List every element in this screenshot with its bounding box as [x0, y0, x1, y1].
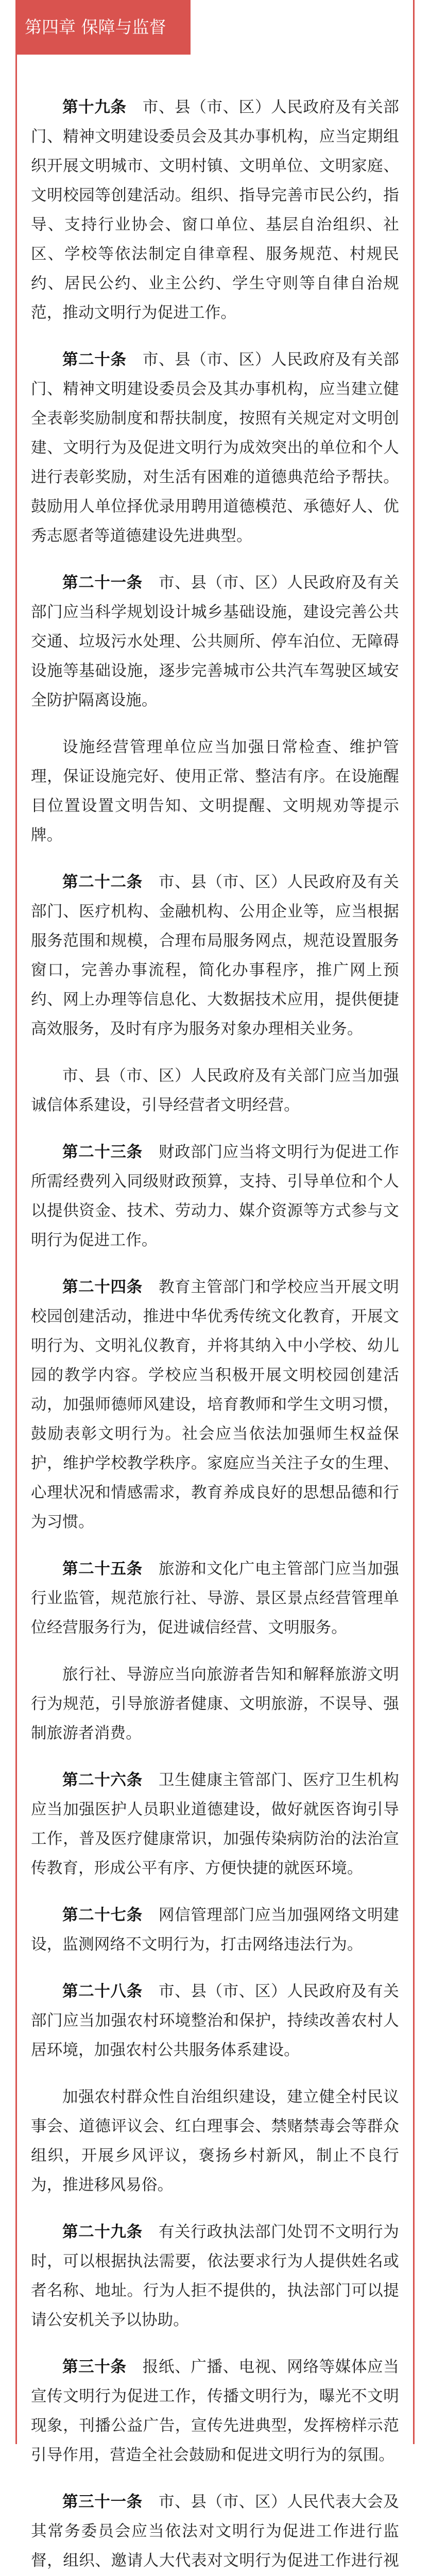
article-text: 报纸、广播、电视、网络等媒体应当宣传文明行为促进工作，传播文明行为，曝光不文明现象，刊播公益广告，宣传先进典型，发挥榜样示范引导作用，营造全社会鼓励和促进文明行为的氛围。: [31, 2358, 399, 2464]
article-number: 第二十三条: [62, 1143, 143, 1161]
article-paragraph: [31, 868, 399, 1044]
article-paragraph: [31, 733, 399, 850]
chapter-title: 第四章 保障与监督: [15, 0, 191, 55]
article-paragraph: [31, 1977, 399, 2065]
article-number: 第二十条: [62, 351, 127, 369]
article-text: 财政部门应当将文明行为促进工作所需经费列入同级财政预算，支持、引导单位和个人以提供资金、技术、劳动力、媒介资源等方式参与文明行为促进工作。: [31, 1143, 400, 1249]
article-paragraph: [31, 93, 399, 328]
article-number: 第二十九条: [62, 2223, 143, 2241]
article-paragraph: [31, 1766, 399, 1883]
article-text: 设施经营管理单位应当加强日常检查、维护管理，保证设施完好、使用正常、整洁有序。在设施醒目位置设置文明告知、文明提醒、文明规劝等提示牌。: [31, 738, 399, 844]
article-text: 市、县（市、区）人民政府及有关部门、医疗机构、金融机构、公用企业等，应当根据服务范围和规模，合理布局服务网点，规范设置服务窗口，完善办事流程，简化办事程序，推广网上预约、网上办理等信息化、大数据技术应用，提供便捷高效服务，及时有序为服务对象办理相关业务。: [31, 873, 400, 1038]
article-number: 第二十八条: [62, 1982, 143, 2001]
article-paragraph: [31, 1061, 399, 1120]
article-text: 教育主管部门和学校应当开展文明校园创建活动，推进中华优秀传统文化教育，开展文明行为、文明礼仪教育，并将其纳入中小学校、幼儿园的教学内容。学校应当积极开展文明校园创建活动，加强师德师风建设，培育教师和学生文明习惯，鼓励表彰文明行为。社会应当依法加强师生权益保护，维护学校教学秩序。家庭应当关注子女的生理、心理状况和情感需求，教育养成良好的思想品德和行为习惯。: [31, 1278, 400, 1531]
article-paragraph: [31, 2217, 399, 2335]
article-text: 旅行社、导游应当向旅游者告知和解释旅游文明行为规范，引导旅游者健康、文明旅游，不误导、强制旅游者消费。: [31, 1666, 399, 1742]
article-paragraph: [31, 2352, 399, 2470]
document-body: [31, 93, 400, 2570]
article-text: 加强农村群众性自治组织建设，建立健全村民议事会、道德评议会、红白理事会、禁赌禁毒会等群众组织，开展乡风评议，褒扬乡村新风，制止不良行为，推进移风易俗。: [31, 2088, 399, 2194]
article-text: 市、县（市、区）人民政府及有关部门、精神文明建设委员会及其办事机构，应当建立健全表彰奖励制度和帮扶制度，按照有关规定对文明创建、文明行为及促进文明行为成效突出的单位和个人进行表彰奖励，对生活有困难的道德典范给予帮扶。鼓励用人单位择优录用聘用道德模范、承德好人、优秀志愿者等道德建设先进典型。: [31, 351, 399, 545]
article-text: 市、县（市、区）人民政府及有关部门、精神文明建设委员会及其办事机构，应当定期组织开展文明城市、文明村镇、文明单位、文明家庭、文明校园等创建活动。组织、指导完善市民公约，指导、支持行业协会、窗口单位、基层自治组织、社区、学校等依法制定自律章程、服务规范、村规民约、居民公约、业主公约、学生守则等自律自治规范，推动文明行为促进工作。: [31, 98, 399, 322]
article-text: 市、县（市、区）人民代表大会及其常务委员会应当依法对文明行为促进工作进行监督，组织、邀请人大代表对文明行为促进工作进行视: [31, 2493, 400, 2570]
article-number: 第二十四条: [62, 1278, 143, 1296]
article-text: 市、县（市、区）人民政府及有关部门应当科学规划设计城乡基础设施，建设完善公共交通、垃圾污水处理、公共厕所、停车泊位、无障碍设施等基础设施，逐步完善城市公共汽车驾驶区域安全防护隔离设施。: [31, 574, 400, 709]
article-number: 第二十六条: [62, 1771, 143, 1789]
article-paragraph: [31, 1660, 399, 1748]
article-text: 网信管理部门应当加强网络文明建设，监测网络不文明行为，打击网络违法行为。: [31, 1906, 400, 1954]
article-number: 第二十二条: [62, 873, 143, 891]
article-paragraph: [31, 568, 399, 715]
article-paragraph: [31, 2082, 399, 2200]
article-text: 市、县（市、区）人民政府及有关部门应当加强农村环境整治和保护，持续改善农村人居环境，加强农村公共服务体系建设。: [31, 1982, 400, 2059]
article-number: 第二十一条: [62, 574, 143, 592]
article-paragraph: [31, 345, 399, 551]
article-paragraph: [31, 1138, 399, 1255]
article-number: 第二十七条: [62, 1906, 143, 1924]
article-text: 市、县（市、区）人民政府及有关部门应当加强诚信体系建设，引导经营者文明经营。: [31, 1067, 399, 1114]
article-paragraph: [31, 2487, 399, 2576]
article-paragraph: [31, 1273, 399, 1537]
article-text: 卫生健康主管部门、医疗卫生机构应当加强医护人员职业道德建设，做好就医咨询引导工作，普及医疗健康常识，加强传染病防治的法治宣传教育，形成公平有序、方便快捷的就医环境。: [31, 1771, 400, 1877]
article-text: 旅游和文化广电主管部门应当加强行业监管，规范旅行社、导游、景区景点经营管理单位经营服务行为，促进诚信经营、文明服务。: [31, 1560, 400, 1637]
article-paragraph: [31, 1554, 399, 1642]
article-text: 有关行政执法部门处罚不文明行为时，可以根据执法需要，依法要求行为人提供姓名或者名称、地址。行为人拒不提供的，执法部门可以提请公安机关予以协助。: [31, 2223, 400, 2329]
article-number: 第十九条: [62, 98, 127, 116]
article-number: 第三十一条: [62, 2493, 143, 2511]
article-number: 第二十五条: [62, 1560, 143, 1578]
article-paragraph: [31, 1901, 399, 1959]
article-number: 第三十条: [62, 2358, 127, 2376]
